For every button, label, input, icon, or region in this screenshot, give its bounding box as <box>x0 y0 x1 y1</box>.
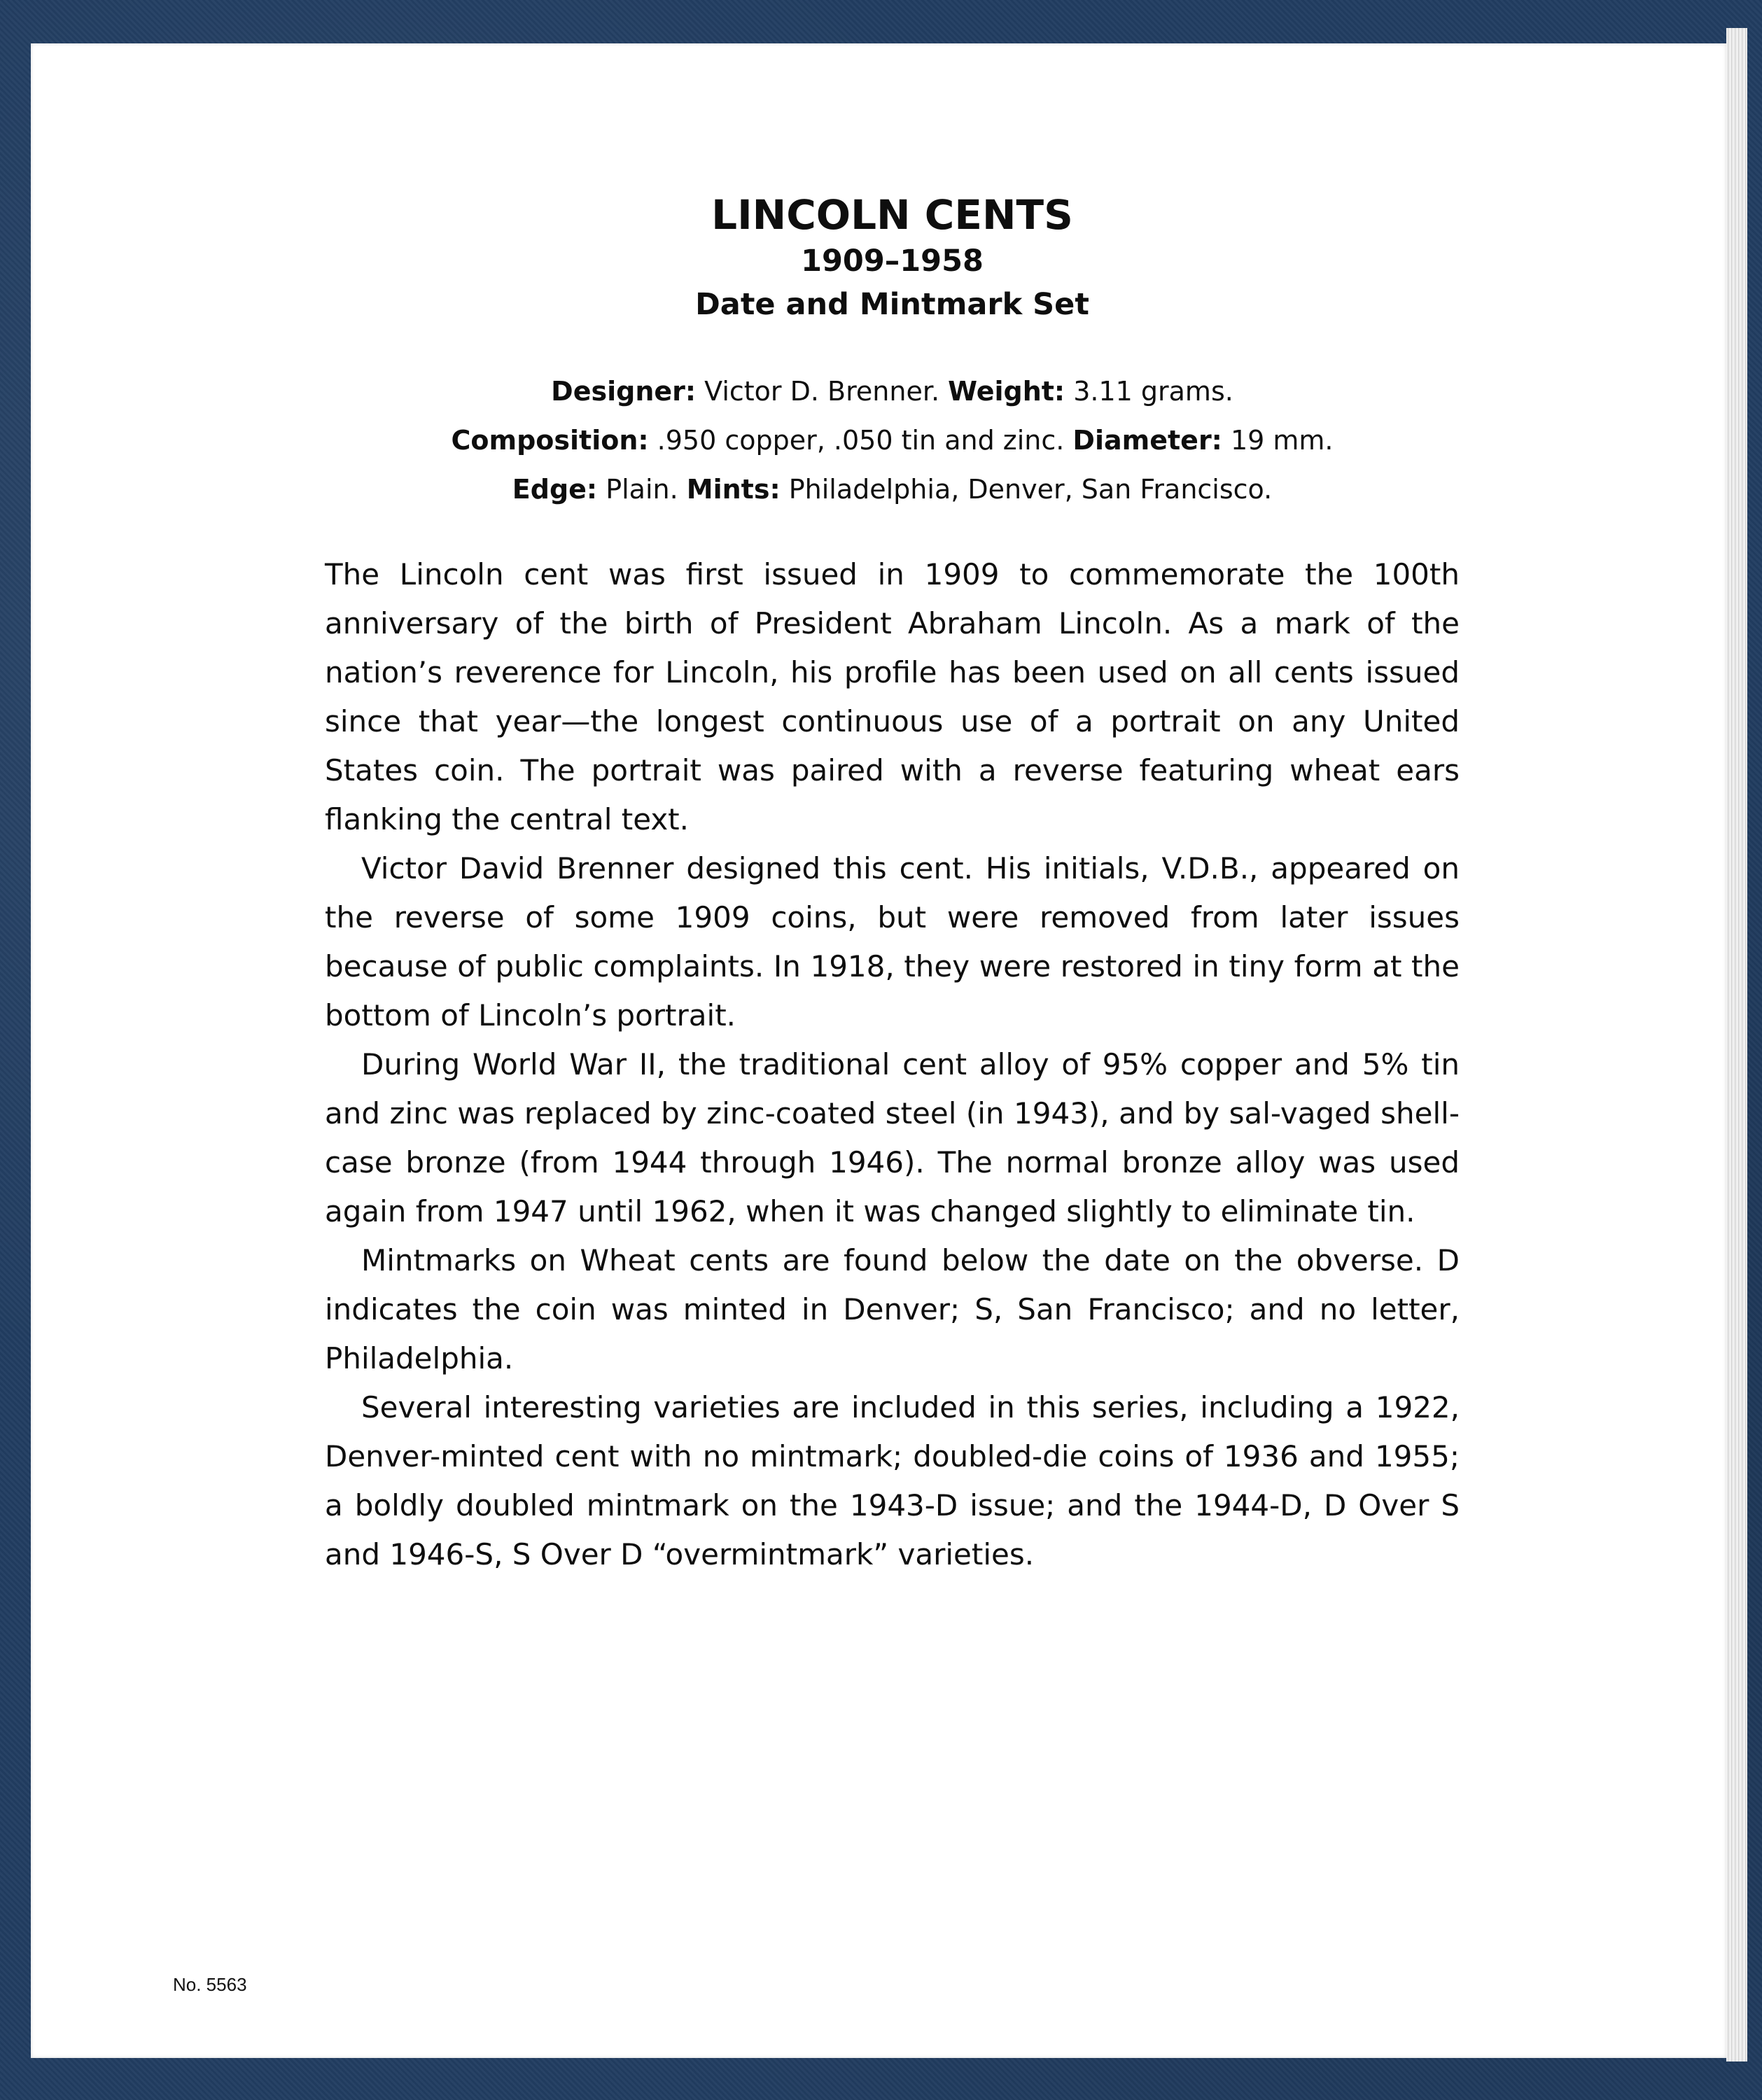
mints-label: Mints: <box>686 474 781 505</box>
years-subtitle: 1909–1958 <box>801 244 984 279</box>
set-name-subtitle: Date and Mintmark Set <box>695 287 1089 322</box>
edge-label: Edge: <box>512 474 598 505</box>
designer-value: Victor D. Brenner. <box>696 376 949 407</box>
weight-value: 3.11 grams. <box>1065 376 1233 407</box>
paragraph-wartime-alloy: During World War II, the traditional cent alloy of 95% copper and 5% tin and zinc was replaced by zinc-coated steel (in 1943), and by sal-vaged shell-case bronze (from 1944 through 1946). The normal bronze alloy was used again from 1947 until 1962, when it was changed slightly to eliminate tin. <box>325 1047 1460 1228</box>
page-title: LINCOLN CENTS <box>711 191 1073 239</box>
composition-value: .950 copper, .050 tin and zinc. <box>648 425 1073 456</box>
diameter-value: 19 mm. <box>1222 425 1334 456</box>
weight-label: Weight: <box>948 376 1065 407</box>
album-page <box>31 43 1726 2058</box>
designer-label: Designer: <box>551 376 697 407</box>
specs-line-designer-weight <box>325 367 1460 416</box>
specs-line-edge-mints <box>325 465 1460 514</box>
paragraph-varieties: Several interesting varieties are included in this series, including a 1922, Denver-minted cent with no mintmark; doubled-die coins of 1936 and 1955; a boldly doubled mintmark on the 1943-D issue; and the 1944-D, D Over S and 1946-S, S Over D “overmintmark” varieties. <box>325 1390 1460 1572</box>
catalog-number: No. 5563 <box>173 1974 247 1995</box>
coin-specifications <box>325 367 1460 514</box>
paragraph-designer: Victor David Brenner designed this cent. His initials, V.D.B., appeared on the reverse of some 1909 coins, but were removed from later issues because of public complaints. In 1918, they were restored in tiny form at the bottom of Lincoln’s portrait. <box>325 851 1460 1032</box>
page-edge-stack <box>1726 28 1747 2062</box>
edge-value: Plain. <box>597 474 687 505</box>
paragraph-mintmarks: Mintmarks on Wheat cents are found below the date on the obverse. D indicates the coin was minted in Denver; S, San Francisco; and no letter, Philadelphia. <box>325 1243 1460 1376</box>
specs-line-composition-diameter <box>325 416 1460 465</box>
paragraph-history: The Lincoln cent was first issued in 1909 to commemorate the 100th anniversary of the birth of President Abraham Lincoln. As a mark of the nation’s reverence for Lincoln, his profile has been used on all cents issued since that year—the longest continuous use of a portrait on any United States coin. The portrait was paired with a reverse featuring wheat ears flanking the central text. <box>325 557 1460 836</box>
composition-label: Composition: <box>451 425 649 456</box>
mints-value: Philadelphia, Denver, San Francisco. <box>780 474 1273 505</box>
page-content <box>325 152 1460 1579</box>
diameter-label: Diameter: <box>1072 425 1222 456</box>
description-text <box>325 550 1460 1579</box>
